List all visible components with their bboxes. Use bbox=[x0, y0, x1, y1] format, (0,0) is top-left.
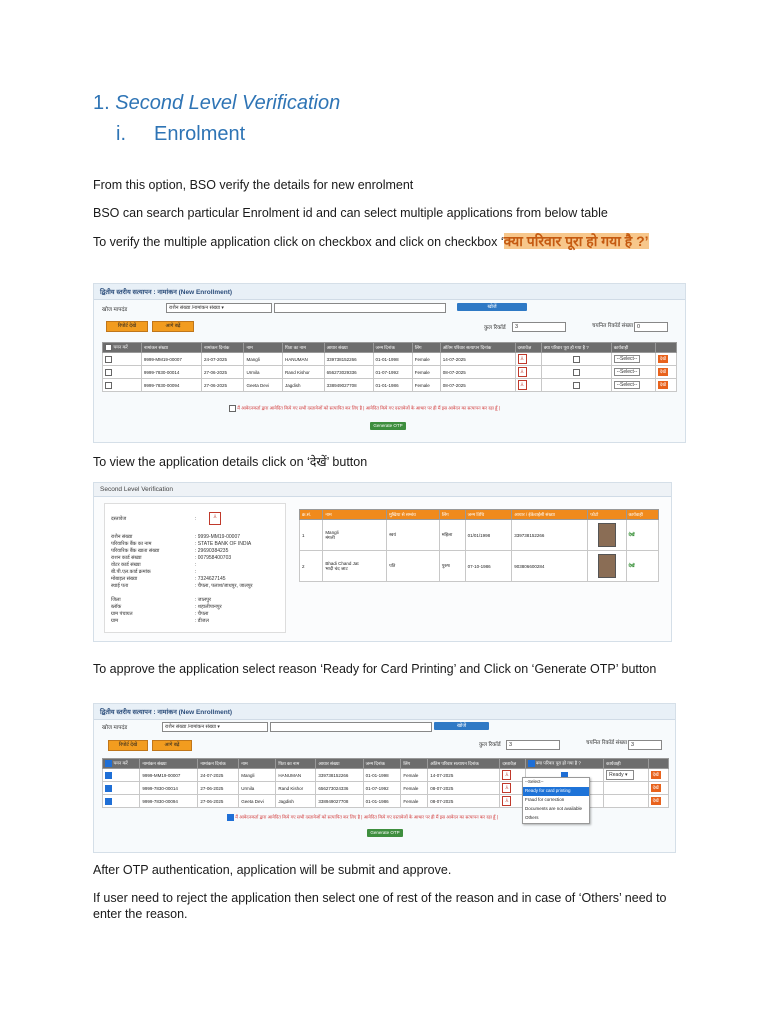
paragraph-6: After OTP authentication, application will be submit and approve. bbox=[93, 863, 452, 877]
pdf-icon[interactable]: ⅄ bbox=[502, 770, 511, 780]
detail-value: : bbox=[195, 569, 197, 575]
col-header: फोटो bbox=[588, 510, 626, 520]
details-values bbox=[195, 534, 253, 625]
subheading-number: i. bbox=[116, 123, 126, 145]
enrolment-date: 27-06-2025 bbox=[198, 795, 239, 808]
col-header bbox=[525, 759, 604, 769]
father-name: Jagdish bbox=[276, 795, 316, 808]
member-aadhaar: 903806600284 bbox=[512, 551, 588, 582]
view-button[interactable]: देखें bbox=[652, 785, 659, 790]
col-header: नाम bbox=[239, 759, 276, 769]
action-cell bbox=[604, 782, 648, 795]
panel-title: द्वितीय स्तरीय सत्यापन : नामांकन (New Enrollment) bbox=[94, 284, 685, 300]
declaration-checkbox[interactable] bbox=[227, 814, 234, 821]
declaration-row bbox=[229, 405, 669, 412]
action-select[interactable]: --Select-- bbox=[614, 368, 641, 376]
pdf-icon[interactable]: ⅄ bbox=[518, 367, 527, 377]
dropdown-option[interactable]: --Select-- bbox=[525, 779, 544, 784]
enrolment-date: 27-06-2025 bbox=[201, 366, 244, 379]
last-verify-date: 14-07-2025 bbox=[440, 353, 515, 366]
search-type-select[interactable]: राशैन संख्या /नामांकन संख्या ▾ bbox=[162, 722, 268, 732]
gender: Female bbox=[401, 795, 428, 808]
name: Urmila bbox=[239, 782, 276, 795]
documents-label: दस्तावेज bbox=[111, 516, 127, 522]
subheading-title: Enrolment bbox=[154, 123, 246, 145]
member-name-cell bbox=[323, 520, 387, 551]
proceed-button[interactable]: आगे बढ़ें bbox=[152, 740, 192, 751]
spacer bbox=[111, 590, 159, 597]
detail-label: मोबाइल संख्या bbox=[111, 576, 138, 582]
view-button[interactable]: देखें bbox=[659, 382, 666, 387]
detail-label: वोटर कार्ड संख्या bbox=[111, 562, 141, 568]
view-link[interactable]: देखें bbox=[626, 551, 659, 582]
search-label: खोज मापदंड bbox=[102, 307, 128, 313]
col-header: लिंग bbox=[439, 510, 465, 520]
name: Geeta Devi bbox=[244, 379, 282, 392]
dropdown-option[interactable]: Fraud for correction bbox=[525, 797, 565, 802]
last-verify-date: 08-07-2025 bbox=[428, 782, 500, 795]
table-row bbox=[103, 366, 677, 379]
view-button[interactable]: देखें bbox=[659, 356, 666, 361]
aadhaar: 339738152266 bbox=[324, 353, 373, 366]
declaration-text: मैं आवेदनकर्ता द्वारा आवेदित किये गए सभी दस्तावेजों को सत्यापित कर लिए है | आवेदित किये गए दस्तावेजों के आधार पर ही मैं इस आवेदन का सत्यापन कर रहा हूँ | bbox=[235, 814, 498, 820]
name: Geeta Devi bbox=[239, 795, 276, 808]
row-checkbox[interactable] bbox=[105, 772, 112, 779]
detail-label: बी.पी.एल.कार्ड क्रमांक bbox=[111, 569, 151, 575]
last-verify-date: 14-07-2025 bbox=[428, 769, 500, 782]
enrolment-id: 9999-7830-00094 bbox=[141, 379, 201, 392]
search-button[interactable]: खोजें bbox=[457, 303, 527, 311]
member-name-cell bbox=[323, 551, 387, 582]
search-type-value: राशैन संख्या /नामांकन संख्या bbox=[169, 305, 221, 311]
pdf-icon[interactable]: ⅄ bbox=[502, 783, 511, 793]
enrolment-date: 24-07-2025 bbox=[198, 769, 239, 782]
detail-value: : शहालीपानपुर bbox=[195, 604, 222, 610]
action-select[interactable]: --Select-- bbox=[614, 381, 641, 389]
total-records-value: 3 bbox=[512, 322, 566, 332]
paragraph-7: If user need to reject the application then select one of rest of the reason and in case of ‘Others’ need to enter the reason. bbox=[93, 891, 667, 921]
father-name: Jagdish bbox=[282, 379, 324, 392]
declaration-row bbox=[227, 814, 527, 821]
enrolment-id: 9999-MM19-00007 bbox=[141, 353, 201, 366]
enrolment-id: 9999-7830-00094 bbox=[140, 795, 198, 808]
table-header-row bbox=[300, 510, 659, 520]
dropdown-option-selected[interactable]: Ready for card printing bbox=[523, 787, 589, 796]
select-all-checkbox[interactable] bbox=[105, 760, 112, 767]
gender: Female bbox=[412, 353, 440, 366]
aadhaar: 656273029336 bbox=[324, 366, 373, 379]
gender: Female bbox=[412, 379, 440, 392]
aadhaar: 339738152266 bbox=[316, 769, 363, 782]
aadhaar: 656273024336 bbox=[316, 782, 363, 795]
family-complete-all-checkbox[interactable] bbox=[528, 760, 535, 767]
detail-value: : 7324627145 bbox=[195, 576, 226, 582]
col-header: आधार संख्या bbox=[316, 759, 363, 769]
enrolment-date: 27-06-2025 bbox=[201, 379, 244, 392]
view-link[interactable]: देखें bbox=[626, 520, 659, 551]
screenshot-enrolment-list bbox=[93, 283, 686, 443]
declaration-checkbox[interactable] bbox=[229, 405, 236, 412]
name: Mangli bbox=[244, 353, 282, 366]
col-header: क्या परिवार पूरा हो गया है ? bbox=[541, 343, 611, 353]
search-input[interactable] bbox=[274, 303, 446, 313]
generate-otp-button[interactable]: Generate OTP bbox=[370, 422, 406, 430]
col-header: क्र.सं. bbox=[300, 510, 323, 520]
col-header bbox=[655, 343, 676, 353]
col-header: लिंग bbox=[401, 759, 428, 769]
col-select-label: चयन करें bbox=[113, 760, 128, 766]
detail-value: : जालपुर bbox=[195, 597, 212, 603]
col-header: कार्यवाही bbox=[604, 759, 648, 769]
pdf-icon[interactable]: ⅄ bbox=[518, 354, 527, 364]
selected-records-label: चयनित रिकॉर्ड संख्या bbox=[586, 740, 628, 746]
detail-label: परिवारिक बैंक का नाम bbox=[111, 541, 152, 547]
table-row bbox=[300, 520, 659, 551]
name: Mangli bbox=[239, 769, 276, 782]
paragraph-5: To approve the application select reason ‘Ready for Card Printing’ and Click on ‘Generate OTP’ button bbox=[93, 662, 657, 676]
member-photo bbox=[598, 523, 616, 547]
report-button[interactable]: रिपोर्ट देखें bbox=[106, 321, 148, 332]
detail-value: : चैपला bbox=[195, 611, 209, 617]
gender: Female bbox=[401, 782, 428, 795]
declaration-text: मैं आवेदनकर्ता द्वारा आवेदित किये गए सभी दस्तावेजों को सत्यापित कर लिए है | आवेदित किये गए दस्तावेजों के आधार पर ही मैं इस आवेदन का सत्यापन कर रहा हूँ | bbox=[237, 405, 500, 411]
member-gender: महिला bbox=[439, 520, 465, 551]
dropdown-option[interactable]: Others bbox=[525, 815, 539, 820]
member-photo-cell bbox=[588, 551, 626, 582]
paragraph-4: To view the application details click on ‘देखें’ button bbox=[93, 455, 368, 469]
col-header: आधार संख्या bbox=[324, 343, 373, 353]
gender: Female bbox=[412, 366, 440, 379]
view-button[interactable]: देखें bbox=[652, 798, 659, 803]
col-header: आधार / ईकेवाईसी संख्या bbox=[512, 510, 588, 520]
paragraph-3-text: To verify the multiple application click on checkbox and click on checkbox ‘ bbox=[93, 235, 504, 249]
detail-label: राशैन संख्या bbox=[111, 534, 133, 540]
row-checkbox[interactable] bbox=[105, 798, 112, 805]
search-input[interactable] bbox=[270, 722, 432, 732]
table-row bbox=[103, 353, 677, 366]
detail-value: : डीजल bbox=[195, 618, 209, 624]
col-header: पिता का नाम bbox=[282, 343, 324, 353]
proceed-button[interactable]: आगे बढ़ें bbox=[152, 321, 194, 332]
dob: 01-01-1998 bbox=[373, 353, 412, 366]
detail-label: जिला bbox=[111, 597, 121, 603]
total-records-label: कुल रिकॉर्ड bbox=[479, 742, 501, 748]
col-header bbox=[648, 759, 668, 769]
col-header: नामांकन दिनांक bbox=[198, 759, 239, 769]
member-sno: 1 bbox=[300, 520, 323, 551]
col-header: जन्म दिनांक bbox=[363, 759, 401, 769]
heading-title: Second Level Verification bbox=[115, 92, 341, 114]
father-name: Rand Kishor bbox=[282, 366, 324, 379]
last-verify-date: 08-07-2025 bbox=[440, 366, 515, 379]
col-header: नाम bbox=[244, 343, 282, 353]
spacer bbox=[195, 590, 253, 597]
total-records-value: 3 bbox=[506, 740, 560, 750]
search-label: खोज मापदंड bbox=[102, 725, 128, 731]
reason-dropdown-menu bbox=[522, 777, 590, 824]
col-header: दस्तावेज़ bbox=[500, 759, 525, 769]
enrolment-id: 9999-7830-00014 bbox=[140, 782, 198, 795]
aadhaar: 338949027708 bbox=[324, 379, 373, 392]
action-select[interactable]: Ready ▾ bbox=[606, 770, 634, 780]
paragraph-3 bbox=[93, 233, 693, 250]
col-header: नामांकन दिनांक bbox=[201, 343, 244, 353]
search-type-select[interactable]: राशैन संख्या /नामांकन संख्या ▾ bbox=[166, 303, 272, 313]
member-relation: स्वयं bbox=[387, 520, 440, 551]
view-button[interactable]: देखें bbox=[652, 772, 659, 777]
member-relation: पति bbox=[387, 551, 440, 582]
detail-label: परिवारिक बैंक खाता संख्या bbox=[111, 548, 160, 554]
col-header: कार्यवाही bbox=[626, 510, 659, 520]
dob: 01-01-1986 bbox=[373, 379, 412, 392]
dob: 01-07-1992 bbox=[363, 782, 401, 795]
heading-section bbox=[93, 92, 340, 115]
detail-value: : 9999-MM19-00007 bbox=[195, 534, 241, 540]
col-select bbox=[103, 343, 142, 353]
member-name-hi: भादी चंद जाट bbox=[325, 565, 348, 571]
col-header: जन्म दिनांक bbox=[373, 343, 412, 353]
member-dob: 01/01/1998 bbox=[465, 520, 512, 551]
father-name: HANUMAN bbox=[282, 353, 324, 366]
gender: Female bbox=[401, 769, 428, 782]
col-header: दस्तावेज़ bbox=[515, 343, 541, 353]
heading-subsection bbox=[116, 123, 245, 146]
row-checkbox[interactable] bbox=[105, 785, 112, 792]
panel-title: द्वितीय स्तरीय सत्यापन : नामांकन (New Enrollment) bbox=[94, 704, 675, 720]
col-header: अंतिम परिवार सत्यापन दिनांक bbox=[428, 759, 500, 769]
aadhaar: 338949027708 bbox=[316, 795, 363, 808]
col-header: लिंग bbox=[412, 343, 440, 353]
row-checkbox[interactable] bbox=[105, 382, 112, 389]
detail-value: : चैपला, पलाश/जाधपुर, जालपुर bbox=[195, 583, 253, 589]
name: Urmila bbox=[244, 366, 282, 379]
action-select-value: Ready bbox=[609, 772, 624, 778]
detail-label: ब्लॉक bbox=[111, 604, 122, 610]
colon: : bbox=[195, 516, 197, 522]
detail-label: ग्राम पंचायत bbox=[111, 611, 133, 617]
paragraph-1: From this option, BSO verify the details for new enrolment bbox=[93, 178, 414, 192]
row-checkbox[interactable] bbox=[105, 356, 112, 363]
member-photo bbox=[598, 554, 616, 578]
selected-records-value: 3 bbox=[628, 740, 662, 750]
detail-value: : bbox=[195, 562, 197, 568]
row-checkbox[interactable] bbox=[105, 369, 112, 376]
member-aadhaar: 339738152266 bbox=[512, 520, 588, 551]
action-cell bbox=[604, 795, 648, 808]
generate-otp-button[interactable]: Generate OTP bbox=[367, 829, 403, 837]
detail-value: : 29690384235 bbox=[195, 548, 229, 554]
enrolment-id: 9999-7830-00014 bbox=[141, 366, 201, 379]
enrolment-id: 9999-MM19-00007 bbox=[140, 769, 198, 782]
member-dob: 07-10-1986 bbox=[465, 551, 512, 582]
detail-label: राशन कार्ड संख्या bbox=[111, 555, 142, 561]
dob: 01-01-1998 bbox=[363, 769, 401, 782]
detail-label: ग्राम bbox=[111, 618, 119, 624]
detail-label: स्थाई पता bbox=[111, 583, 129, 589]
select-all-checkbox[interactable] bbox=[105, 344, 112, 351]
dropdown-option[interactable]: Documents are not available bbox=[525, 806, 583, 811]
member-name: Mangli bbox=[325, 529, 339, 535]
screenshot-approve-application bbox=[93, 703, 676, 853]
table-header-row bbox=[103, 759, 669, 769]
col-header: नाम bbox=[323, 510, 387, 520]
enrolment-date: 27-06-2025 bbox=[198, 782, 239, 795]
member-name: Bhadi Chand Jat bbox=[325, 560, 359, 566]
family-complete-checkbox[interactable] bbox=[573, 382, 580, 389]
father-name: HANUMAN bbox=[276, 769, 316, 782]
last-verify-date: 08-07-2025 bbox=[428, 795, 500, 808]
enrolment-table bbox=[102, 342, 677, 392]
table-header-row bbox=[103, 343, 677, 353]
report-button[interactable]: रिपोर्ट देखें bbox=[108, 740, 148, 751]
col-header: पिता का नाम bbox=[276, 759, 316, 769]
col-header: नामांकन संख्या bbox=[140, 759, 198, 769]
details-labels bbox=[111, 534, 159, 625]
family-members-table bbox=[299, 509, 659, 582]
enrolment-date: 24-07-2025 bbox=[201, 353, 244, 366]
member-name-hi: मंगली bbox=[325, 534, 335, 540]
heading-number: 1. bbox=[93, 92, 110, 114]
screenshot-application-details bbox=[93, 482, 672, 642]
col-header: कार्यवाही bbox=[611, 343, 655, 353]
member-sno: 2 bbox=[300, 551, 323, 582]
col-header: जन्म तिथि bbox=[465, 510, 512, 520]
member-photo-cell bbox=[588, 520, 626, 551]
selected-records-value: 0 bbox=[634, 322, 668, 332]
father-name: Rand Kishor bbox=[276, 782, 316, 795]
table-row bbox=[300, 551, 659, 582]
paragraph-2: BSO can search particular Enrolment id and can select multiple applications from below table bbox=[93, 206, 608, 220]
col-family-label: क्या परिवार पूरा हो गया है ? bbox=[535, 760, 581, 766]
pdf-icon[interactable]: ⅄ bbox=[209, 512, 221, 525]
member-gender: पुरुष bbox=[439, 551, 465, 582]
search-type-value: राशैन संख्या /नामांकन संख्या bbox=[165, 724, 217, 730]
dob: 01-07-1992 bbox=[373, 366, 412, 379]
highlighted-label: क्या परिवार पूरा हो गया है ?’ bbox=[503, 233, 649, 249]
col-header: मुखिया से सम्बंध bbox=[387, 510, 440, 520]
family-complete-checkbox[interactable] bbox=[573, 369, 580, 376]
pdf-icon[interactable]: ⅄ bbox=[502, 796, 511, 806]
detail-value: : STATE BANK OF INDIA bbox=[195, 541, 252, 547]
family-complete-checkbox[interactable] bbox=[573, 356, 580, 363]
col-select-label: चयन करें bbox=[113, 344, 128, 350]
col-header: नामांकन संख्या bbox=[141, 343, 201, 353]
pdf-icon[interactable]: ⅄ bbox=[518, 380, 527, 390]
search-button[interactable]: खोजें bbox=[434, 722, 489, 730]
applicant-details-box bbox=[104, 503, 286, 633]
detail-value: : 007958400703 bbox=[195, 555, 232, 561]
panel-title: Second Level Verification bbox=[94, 483, 671, 497]
col-header: अंतिम परिवार सत्यापन दिनांक bbox=[440, 343, 515, 353]
total-records-label: कुल रिकॉर्ड bbox=[484, 325, 506, 331]
view-button[interactable]: देखें bbox=[659, 369, 666, 374]
table-row bbox=[103, 379, 677, 392]
action-select[interactable]: --Select-- bbox=[614, 355, 641, 363]
selected-records-label: चयनित रिकॉर्ड संख्या bbox=[592, 323, 634, 329]
dob: 01-01-1986 bbox=[363, 795, 401, 808]
last-verify-date: 08-07-2025 bbox=[440, 379, 515, 392]
col-select bbox=[103, 759, 140, 769]
